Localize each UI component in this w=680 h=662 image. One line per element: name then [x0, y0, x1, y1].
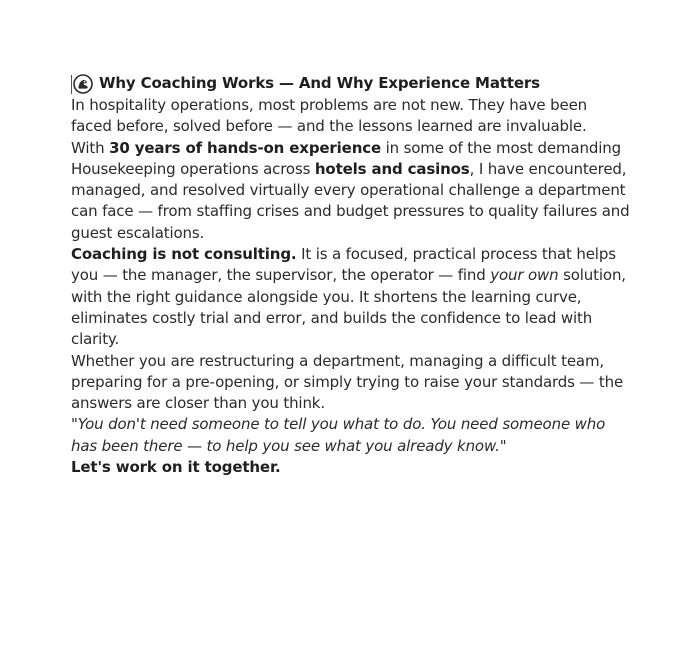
bold-hotels-casinos: hotels and casinos: [314, 159, 470, 178]
quote-paragraph: "You don't need someone to tell you what to do. You need someone who has been there — to help you see what you already know.": [71, 415, 606, 455]
text-run: in some of the most demanding Housekeeping operations across: [71, 138, 621, 178]
text-run: solution, with the right guidance alongside you. It shortens the learning curve, eliminates costly trial and error, and builds the confidence to lead with clarity.: [71, 266, 626, 349]
closing-line: Let's work on it together.: [71, 458, 281, 477]
text-run: , I have encountered, managed, and resolved virtually every operational challenge a department can face — from staffing crises and budget pressures to quality failures and guest escalations.: [71, 159, 630, 242]
paragraph-intro: In hospitality operations, most problems are not new. They have been faced before, solved before — and the lessons learned are invaluable.: [71, 96, 588, 136]
paragraph-situations: Whether you are restructuring a department, managing a difficult team, preparing for a pre-opening, or simply trying to raise your standards — the answers are closer than you think.: [71, 351, 624, 413]
text-cursor: [71, 75, 72, 94]
bold-experience: 30 years of hands-on experience: [109, 138, 381, 157]
flexed-biceps-icon: [73, 74, 93, 94]
section-heading: [71, 73, 631, 95]
document-body: [71, 73, 631, 478]
paragraph-experience: [71, 138, 631, 244]
bold-coaching-not-consulting: Coaching is not consulting.: [71, 245, 297, 264]
italic-your-own: your own: [490, 266, 559, 285]
text-run: With: [71, 138, 110, 157]
text-run: It is a focused, practical process that helps you — the manager, the supervisor, the operator — find: [71, 245, 616, 285]
paragraph-coaching: [71, 244, 631, 350]
heading-text: Why Coaching Works — And Why Experience Matters: [99, 74, 540, 93]
